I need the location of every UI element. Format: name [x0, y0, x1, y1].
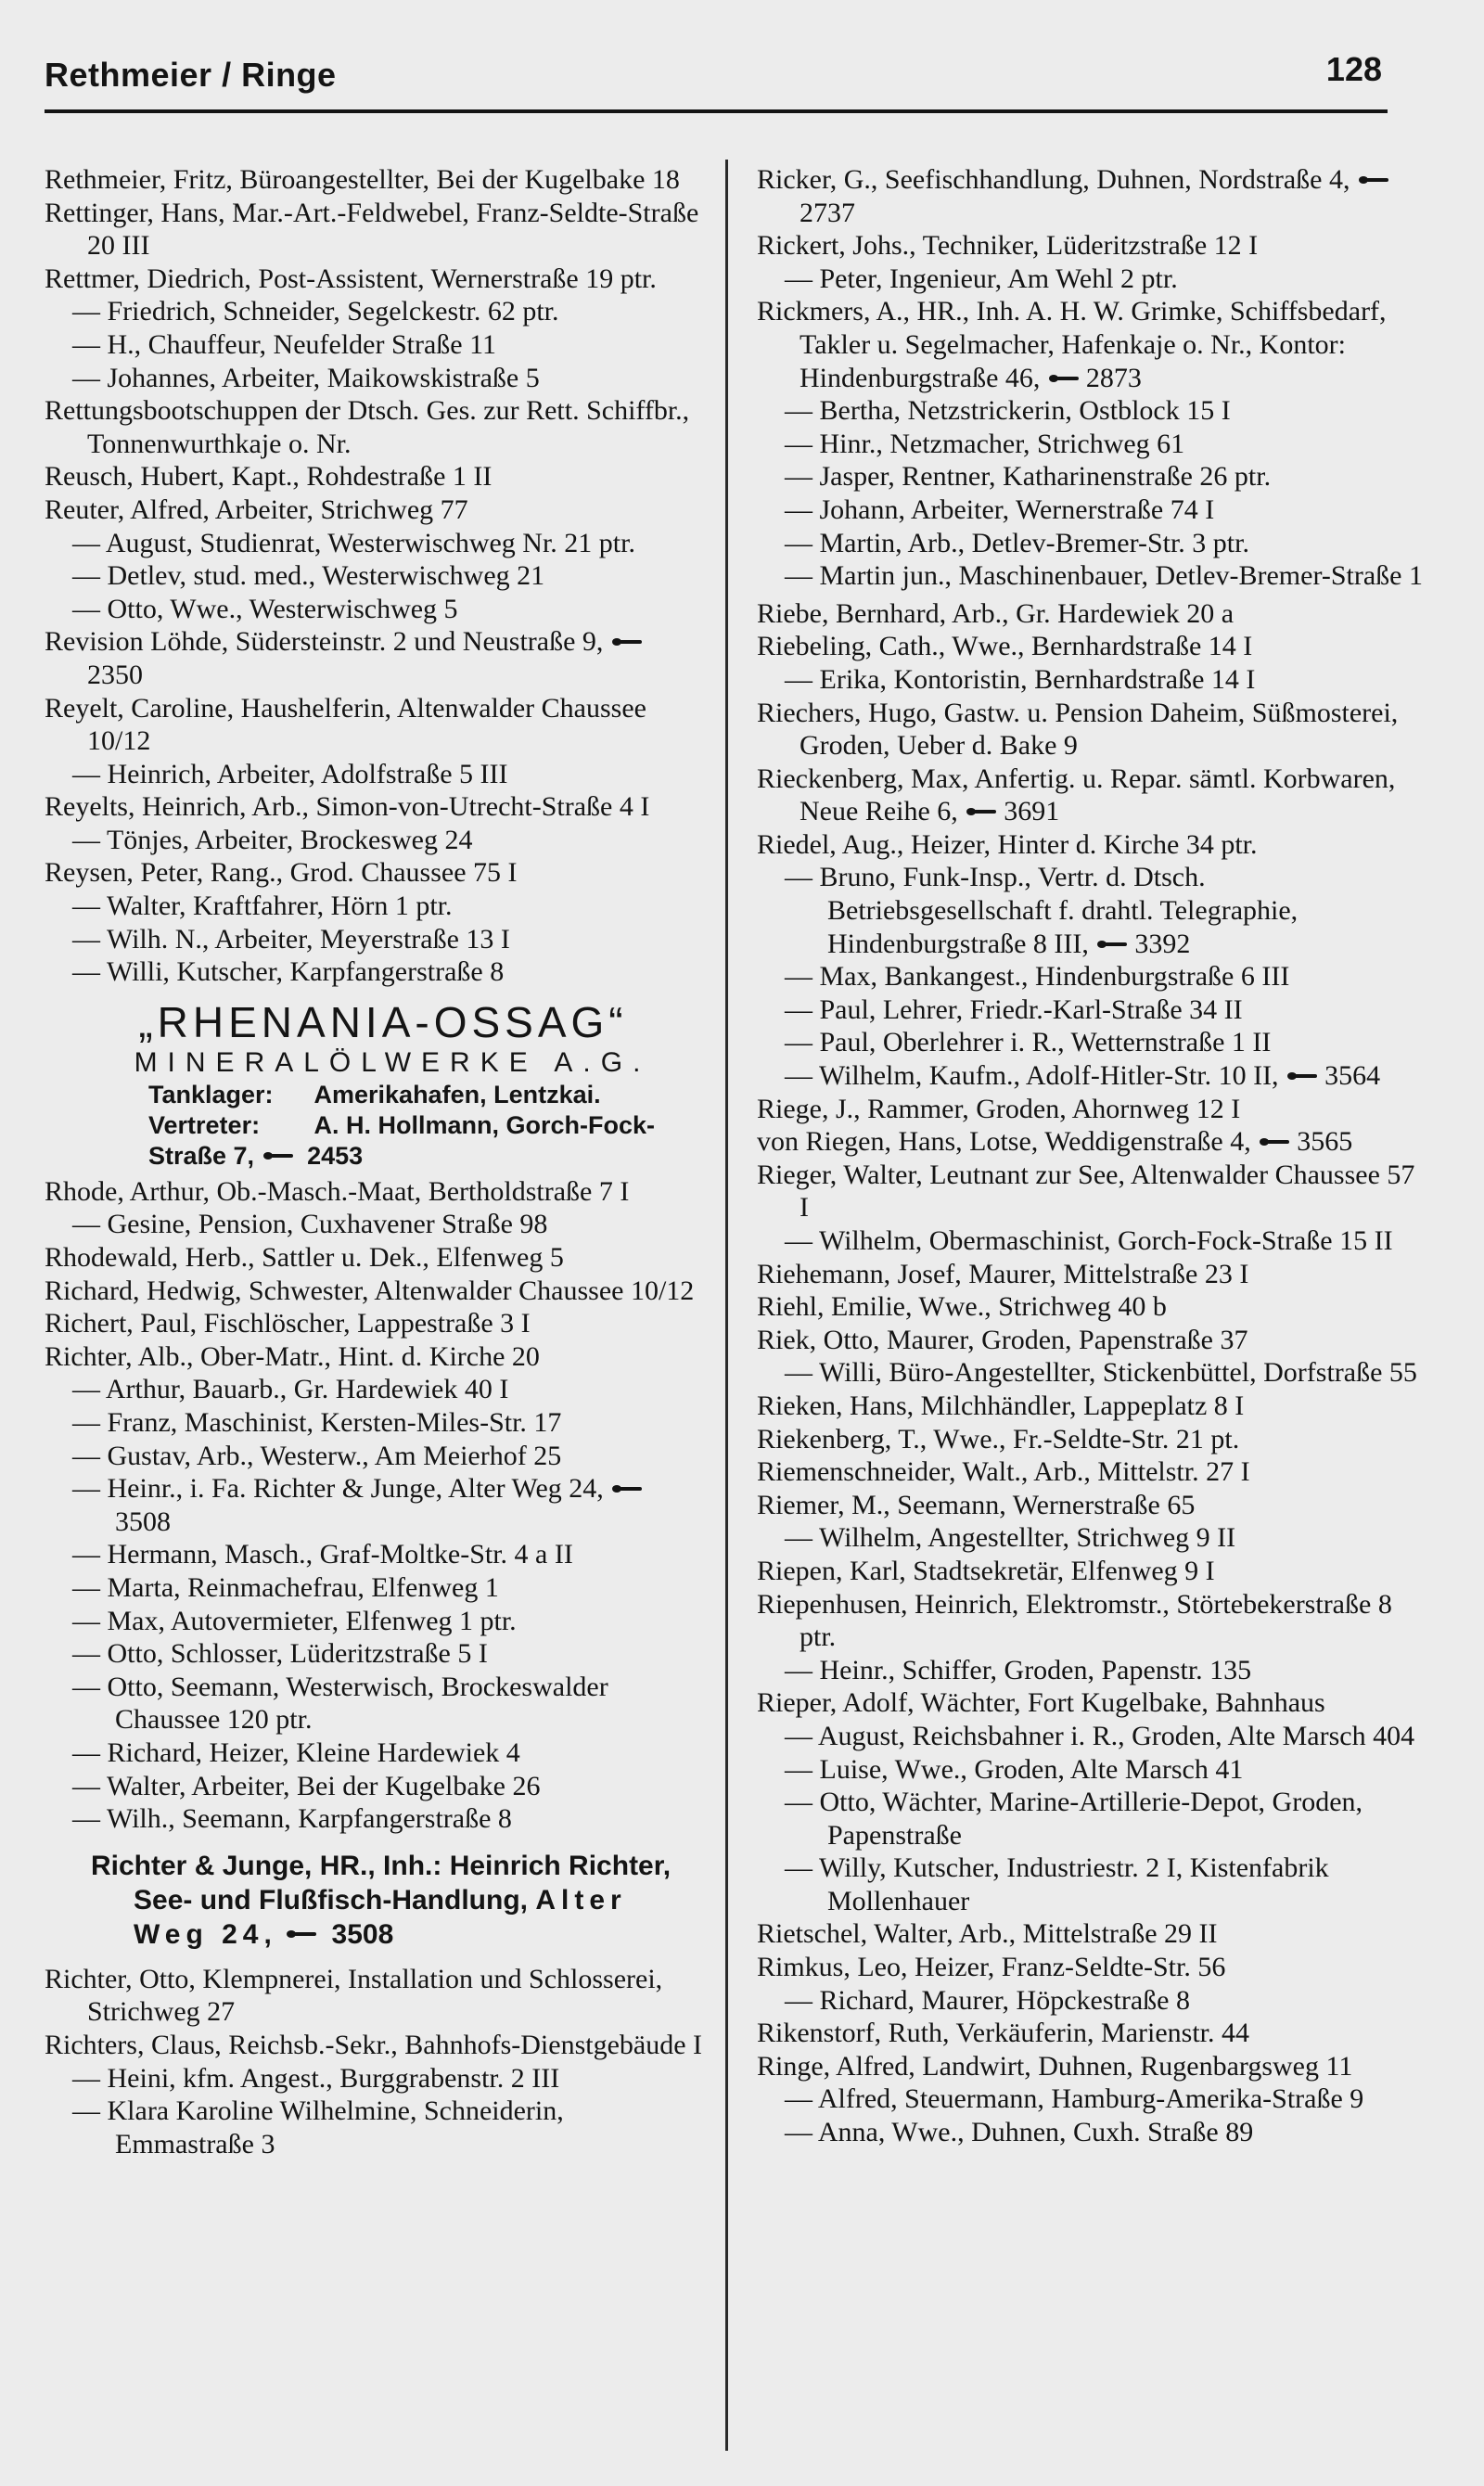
entry-text: Riebe, Bernhard, Arb., Gr. Hardewiek 20 a — [757, 597, 1235, 629]
entry-text: — Paul, Oberlehrer i. R., Wetternstraße 1 II — [785, 1027, 1272, 1058]
entry-text: — Klara Karoline Wilhelmine, Schneiderin, Emmastraße 3 — [72, 2095, 564, 2159]
directory-entry — [757, 1159, 1430, 1224]
directory-entry — [45, 692, 703, 758]
directory-entry — [45, 1307, 703, 1340]
directory-entry — [45, 824, 703, 857]
directory-entry — [45, 527, 703, 560]
entry-text: Rettungsbootschuppen der Dtsch. Ges. zur Rett. Schiffbr., Tonnenwurthkaje o. Nr. — [45, 395, 690, 459]
entry-text: — Gustav, Arb., Westerw., Am Meierhof 25 — [72, 1440, 562, 1471]
entry-text: — Johann, Arbeiter, Wernerstraße 74 I — [785, 493, 1215, 525]
entry-text: — Peter, Ingenieur, Am Wehl 2 ptr. — [785, 263, 1178, 294]
entry-text: — Detlev, stud. med., Westerwischweg 21 — [72, 560, 545, 592]
directory-entry — [45, 1802, 703, 1836]
header-title: Rethmeier / Ringe — [45, 56, 337, 94]
directory-entry — [45, 1571, 703, 1605]
phone-icon — [1260, 1136, 1291, 1147]
directory-entry — [757, 1951, 1430, 1984]
entry-text: — Richard, Heizer, Kleine Hardewiek 4 — [72, 1736, 520, 1768]
directory-entry — [757, 1917, 1430, 1951]
entry-text: Rickmers, A., HR., Inh. A. H. W. Grimke, Schiffsbedarf, Takler u. Segelmacher, Hafenkaje o. Nr., Kontor: Hindenburgstraße 46, — [757, 296, 1387, 393]
entry-text: Riehl, Emilie, Wwe., Strichweg 40 b — [757, 1291, 1167, 1323]
ad-line-vertreter — [45, 1110, 703, 1172]
directory-entry — [757, 1125, 1430, 1159]
directory-entry — [45, 1736, 703, 1770]
entry-text: Richter, Otto, Klempnerei, Installation und Schlosserei, Strichweg 27 — [45, 1963, 663, 2028]
entry-text: Rettmer, Diedrich, Post-Assistent, Wernerstraße 19 ptr. — [45, 263, 657, 294]
directory-entry — [757, 493, 1430, 527]
phone-icon — [1287, 1070, 1319, 1082]
entry-text: Riedel, Aug., Heizer, Hinter d. Kirche 34 ptr. — [757, 828, 1258, 860]
phone-icon — [612, 1483, 644, 1494]
entry-text: — Marta, Reinmachefrau, Elfenweg 1 — [72, 1571, 499, 1603]
directory-entry — [45, 923, 703, 956]
directory-entry — [45, 1373, 703, 1406]
entry-text: Richard, Hedwig, Schwester, Altenwalder Chaussee 10/12 — [45, 1275, 695, 1306]
ad-title: „RHENANIA-OSSAG“ — [138, 997, 628, 1046]
entry-text: — Alfred, Steuermann, Hamburg-Amerika-Straße 9 — [785, 2083, 1364, 2115]
entry-text: Ricker, G., Seefischhandlung, Duhnen, Nordstraße 4, — [757, 164, 1350, 195]
directory-entry — [757, 1423, 1430, 1456]
page-header — [45, 48, 1388, 113]
entry-text: — Friedrich, Schneider, Segelckestr. 62 ptr. — [72, 296, 559, 327]
entry-text: von Riegen, Hans, Lotse, Weddigenstraße 4, — [757, 1126, 1251, 1158]
directory-entry — [757, 2116, 1430, 2149]
left-column — [45, 163, 703, 2160]
entry-text: — Heinr., i. Fa. Richter & Junge, Alter Weg 24, — [72, 1473, 604, 1505]
directory-entry — [757, 163, 1430, 229]
entry-text: Reyelt, Caroline, Haushelferin, Altenwalder Chaussee 10/12 — [45, 692, 646, 757]
directory-entry — [757, 630, 1430, 663]
left-entries-2 — [45, 1175, 703, 1836]
directory-entry — [45, 856, 703, 890]
directory-entry — [757, 428, 1430, 461]
phone-icon — [287, 1929, 318, 1940]
entry-text: Riemenschneider, Walt., Arb., Mittelstr. 27 I — [757, 1456, 1250, 1488]
entry-text: — Bertha, Netzstrickerin, Ostblock 15 I — [785, 395, 1231, 427]
entry-text: — Otto, Schlosser, Lüderitzstraße 5 I — [72, 1638, 488, 1670]
entry-text: — Otto, Wächter, Marine-Artillerie-Depot, Groden, Papenstraße — [785, 1787, 1363, 1851]
directory-entry — [757, 1455, 1430, 1489]
entry-text: — Willi, Kutscher, Karpfangerstraße 8 — [72, 956, 505, 988]
entry-text: — Richard, Maurer, Höpckestraße 8 — [785, 1984, 1190, 2016]
entry-text: — Otto, Seemann, Westerwisch, Brockeswalder Chaussee 120 ptr. — [72, 1671, 608, 1736]
directory-entry — [757, 1224, 1430, 1258]
phone-icon — [1097, 939, 1129, 950]
directory-entry — [757, 597, 1430, 631]
directory-entry — [45, 758, 703, 791]
entry-phone: 3392 — [1134, 928, 1191, 959]
directory-entry — [45, 1340, 703, 1374]
entry-text: Richter, Alb., Ober-Matr., Hint. d. Kirche 20 — [45, 1340, 540, 1372]
entry-text: — Wilhelm, Obermaschinist, Gorch-Fock-Straße 15 II — [785, 1225, 1393, 1256]
entry-text: — Wilh. N., Arbeiter, Meyerstraße 13 I — [72, 923, 510, 955]
entry-text: — Heini, kfm. Angest., Burggrabenstr. 2 III — [72, 2062, 560, 2094]
phone-icon — [1049, 373, 1081, 384]
directory-entry — [757, 960, 1430, 993]
directory-entry — [45, 263, 703, 296]
right-entries — [757, 163, 1430, 2149]
entry-text: — Heinrich, Arbeiter, Adolfstraße 5 III — [72, 758, 508, 789]
directory-entry — [45, 295, 703, 328]
entry-text: — Wilh., Seemann, Karpfangerstraße 8 — [72, 1803, 512, 1835]
directory-entry — [45, 2062, 703, 2095]
entry-text: Rimkus, Leo, Heizer, Franz-Seldte-Str. 56 — [757, 1952, 1226, 1983]
ad-line-tanklager — [45, 1080, 703, 1110]
entry-text: — Tönjes, Arbeiter, Brockesweg 24 — [72, 824, 473, 855]
directory-entry — [757, 460, 1430, 493]
entry-text: — Max, Bankangest., Hindenburgstraße 6 III — [785, 961, 1290, 993]
directory-entry — [757, 2050, 1430, 2083]
entry-text: — Martin jun., Maschinenbauer, Detlev-Bremer-Straße 1 — [785, 560, 1423, 592]
left-entries-3 — [45, 1963, 703, 2161]
entry-text: Riepen, Karl, Stadtsekretär, Elfenweg 9 I — [757, 1555, 1215, 1586]
entry-text: Rieckenberg, Max, Anfertig. u. Repar. sämtl. Korbwaren, Neue Reihe 6, — [757, 762, 1396, 827]
column-divider — [725, 160, 728, 2451]
directory-entry — [757, 1356, 1430, 1390]
page-number: 128 — [1325, 50, 1382, 88]
directory-entry — [757, 1521, 1430, 1555]
entry-text: — Franz, Maschinist, Kersten-Miles-Str. 17 — [72, 1407, 562, 1438]
entry-text: Riechers, Hugo, Gastw. u. Pension Daheim, Süßmosterei, Groden, Ueber d. Bake 9 — [757, 697, 1399, 762]
directory-entry — [45, 460, 703, 493]
directory-entry — [45, 1637, 703, 1671]
directory-entry — [757, 993, 1430, 1027]
entry-phone: 3564 — [1324, 1060, 1381, 1092]
entry-text: Rhode, Arthur, Ob.-Masch.-Maat, Bertholdstraße 7 I — [45, 1175, 630, 1207]
entry-text: Rieken, Hans, Milchhändler, Lappeplatz 8 I — [757, 1390, 1245, 1421]
entry-text: — Luise, Wwe., Groden, Alte Marsch 41 — [785, 1753, 1244, 1785]
entry-text: Richert, Paul, Fischlöscher, Lappestraße 3 I — [45, 1308, 531, 1339]
directory-entry — [45, 559, 703, 593]
directory-entry — [45, 1671, 703, 1736]
directory-entry — [45, 362, 703, 395]
entry-text: Reuter, Alfred, Arbeiter, Strichweg 77 — [45, 493, 468, 525]
entry-text: — Max, Autovermieter, Elfenweg 1 ptr. — [72, 1605, 517, 1636]
directory-entry — [45, 790, 703, 824]
directory-entry — [45, 593, 703, 626]
directory-entry — [45, 394, 703, 460]
directory-entry — [45, 163, 703, 197]
directory-entry — [45, 2029, 703, 2062]
directory-entry — [45, 1963, 703, 2029]
directory-entry — [45, 1175, 703, 1209]
directory-entry — [45, 197, 703, 263]
entry-text: Rickert, Johs., Techniker, Lüderitzstraße 12 I — [757, 230, 1259, 262]
entry-text: Richters, Claus, Reichsb.-Sekr., Bahnhofs-Dienstgebäude I — [45, 2029, 703, 2060]
directory-entry — [757, 1093, 1430, 1126]
directory-entry — [757, 1720, 1430, 1753]
directory-entry — [757, 697, 1430, 762]
entry-text: Riekenberg, T., Wwe., Fr.-Seldte-Str. 21 pt. — [757, 1423, 1240, 1454]
entry-text: — Otto, Wwe., Westerwischweg 5 — [72, 593, 458, 624]
entry-text: — Jasper, Rentner, Katharinenstraße 26 ptr. — [785, 461, 1272, 493]
entry-text: Rethmeier, Fritz, Büroangestellter, Bei der Kugelbake 18 — [45, 164, 680, 195]
directory-entry — [757, 1984, 1430, 2018]
entry-phone: 2873 — [1085, 362, 1142, 393]
entry-text: — Walter, Kraftfahrer, Hörn 1 ptr. — [72, 891, 453, 922]
entry-text: — Erika, Kontoristin, Bernhardstraße 14 I — [785, 663, 1256, 695]
directory-entry — [757, 2082, 1430, 2116]
directory-entry — [45, 493, 703, 527]
directory-entry — [45, 625, 703, 691]
entry-text: Rhodewald, Herb., Sattler u. Dek., Elfenweg 5 — [45, 1242, 564, 1274]
bold-entry-address: Alter Weg 24, — [134, 1884, 627, 1950]
directory-entry — [45, 1406, 703, 1440]
directory-entry — [45, 955, 703, 989]
entry-phone: 2350 — [87, 659, 143, 690]
entry-text: Rietschel, Walter, Arb., Mittelstraße 29 II — [757, 1918, 1218, 1950]
entry-text: Reusch, Hubert, Kapt., Rohdestraße 1 II — [45, 461, 493, 493]
entry-text: Riemer, M., Seemann, Wernerstraße 65 — [757, 1489, 1196, 1520]
directory-entry — [757, 828, 1430, 862]
entry-text: Riek, Otto, Maurer, Groden, Papenstraße 37 — [757, 1324, 1248, 1355]
entry-text: Ringe, Alfred, Landwirt, Duhnen, Rugenbargsweg 11 — [757, 2050, 1353, 2082]
directory-entry — [757, 1290, 1430, 1324]
entry-text: Riege, J., Rammer, Groden, Ahornweg 12 I — [757, 1093, 1241, 1124]
directory-entry — [757, 1555, 1430, 1588]
directory-entry — [45, 328, 703, 362]
ad-line1-value: Amerikahafen, Lentzkai. — [313, 1080, 601, 1108]
directory-entry — [757, 1390, 1430, 1423]
directory-entry — [757, 263, 1430, 296]
directory-entry — [45, 1538, 703, 1571]
ad-line2-value: A. H. Hollmann, Gorch-Fock-Straße 7, — [148, 1110, 656, 1170]
entry-text: Rikenstorf, Ruth, Verkäuferin, Marienstr. 44 — [757, 2018, 1250, 2049]
directory-entry — [757, 559, 1430, 593]
right-column — [757, 163, 1430, 2149]
ad-line1-label: Tanklager: — [148, 1080, 274, 1108]
directory-entry — [45, 1605, 703, 1638]
directory-entry — [45, 1472, 703, 1538]
directory-entry — [757, 1026, 1430, 1059]
entry-text: — August, Reichsbahner i. R., Groden, Alte Marsch 404 — [785, 1720, 1415, 1751]
directory-entry — [757, 2017, 1430, 2050]
ad-subtitle: MINERALÖLWERKE A.G. — [134, 1046, 651, 1078]
phone-icon — [263, 1150, 295, 1161]
entry-text: Reyelts, Heinrich, Arb., Simon-von-Utrecht-Straße 4 I — [45, 791, 650, 823]
directory-entry — [45, 1440, 703, 1473]
directory-entry — [45, 1208, 703, 1241]
directory-entry — [757, 861, 1430, 960]
directory-entry — [757, 1852, 1430, 1917]
directory-entry — [757, 527, 1430, 560]
directory-entry — [757, 1324, 1430, 1357]
directory-entry — [757, 1258, 1430, 1291]
directory-entry — [757, 663, 1430, 697]
entry-text: — Wilhelm, Angestellter, Strichweg 9 II — [785, 1522, 1236, 1554]
entry-text: Rieper, Adolf, Wächter, Fort Kugelbake, Bahnhaus — [757, 1687, 1325, 1719]
entry-text: Rieger, Walter, Leutnant zur See, Altenwalder Chaussee 57 I — [757, 1159, 1415, 1224]
ad-line2-label: Vertreter: — [148, 1110, 261, 1139]
richter-junge-entry — [45, 1849, 703, 1952]
directory-entry — [757, 1489, 1430, 1522]
entry-text: Riebeling, Cath., Wwe., Bernhardstraße 14 I — [757, 631, 1253, 662]
phone-icon — [612, 636, 644, 647]
entry-text: — Paul, Lehrer, Friedr.-Karl-Straße 34 II — [785, 993, 1243, 1025]
entry-text: — Hinr., Netzmacher, Strichweg 61 — [785, 428, 1185, 459]
directory-entry — [45, 1770, 703, 1803]
bold-entry-text: Richter & Junge, HR., Inh.: Heinrich Richter, See- und Flußfisch-Handlung, — [91, 1850, 672, 1916]
directory-entry — [45, 2095, 703, 2160]
entry-text: — Gesine, Pension, Cuxhavener Straße 98 — [72, 1209, 548, 1240]
entry-text: — August, Studienrat, Westerwischweg Nr. 21 ptr. — [72, 527, 635, 558]
directory-entry — [45, 1241, 703, 1275]
directory-entry — [757, 295, 1430, 394]
directory-entry — [757, 1786, 1430, 1852]
entry-text: — Bruno, Funk-Insp., Vertr. d. Dtsch. Betriebsgesellschaft f. drahtl. Telegraphie, Hindenburgstraße 8 III, — [785, 862, 1298, 959]
entry-text: Rettinger, Hans, Mar.-Art.-Feldwebel, Franz-Seldte-Straße 20 III — [45, 197, 699, 262]
directory-entry — [45, 1275, 703, 1308]
directory-entry — [757, 1654, 1430, 1687]
ad-phone: 2453 — [307, 1141, 364, 1170]
entry-text: — Wilhelm, Kaufm., Adolf-Hitler-Str. 10 II, — [785, 1060, 1279, 1092]
entry-text: — Johannes, Arbeiter, Maikowskistraße 5 — [72, 362, 540, 393]
directory-entry — [757, 1686, 1430, 1720]
directory-entry — [757, 1753, 1430, 1787]
entry-phone: 3565 — [1297, 1126, 1353, 1158]
entry-phone: 2737 — [800, 197, 855, 228]
entry-text: Revision Löhde, Südersteinstr. 2 und Neustraße 9, — [45, 626, 604, 658]
entry-text: Riepenhusen, Heinrich, Elektromstr., Störtebekerstraße 8 ptr. — [757, 1588, 1392, 1653]
rhenania-ossag-ad — [45, 998, 703, 1172]
entry-text: — Willy, Kutscher, Industriestr. 2 I, Kistenfabrik Mollenhauer — [785, 1852, 1329, 1916]
entry-text: — Heinr., Schiffer, Groden, Papenstr. 135 — [785, 1654, 1252, 1685]
left-entries — [45, 163, 703, 989]
entry-text: Reysen, Peter, Rang., Grod. Chaussee 75 I — [45, 857, 518, 889]
directory-entry — [757, 1588, 1430, 1654]
entry-phone: 3508 — [115, 1506, 171, 1537]
directory-entry — [45, 890, 703, 923]
entry-text: — Walter, Arbeiter, Bei der Kugelbake 26 — [72, 1770, 541, 1801]
entry-text: Riehemann, Josef, Maurer, Mittelstraße 23 I — [757, 1258, 1249, 1289]
directory-entry — [757, 762, 1430, 828]
entry-text: — Arthur, Bauarb., Gr. Hardewiek 40 I — [72, 1374, 509, 1405]
phone-icon — [1359, 174, 1390, 186]
entry-text: — Hermann, Masch., Graf-Moltke-Str. 4 a II — [72, 1539, 573, 1570]
bold-entry-phone: 3508 — [331, 1918, 394, 1950]
directory-entry — [757, 1059, 1430, 1093]
entry-text: — H., Chauffeur, Neufelder Straße 11 — [72, 328, 496, 360]
entry-text: — Martin, Arb., Detlev-Bremer-Str. 3 ptr. — [785, 527, 1249, 558]
entry-text: — Willi, Büro-Angestellter, Stickenbüttel, Dorfstraße 55 — [785, 1357, 1417, 1389]
entry-phone: 3691 — [1004, 796, 1060, 827]
entry-text: — Anna, Wwe., Duhnen, Cuxh. Straße 89 — [785, 2117, 1254, 2148]
phone-icon — [966, 806, 998, 817]
directory-entry — [757, 229, 1430, 263]
directory-entry — [757, 394, 1430, 428]
